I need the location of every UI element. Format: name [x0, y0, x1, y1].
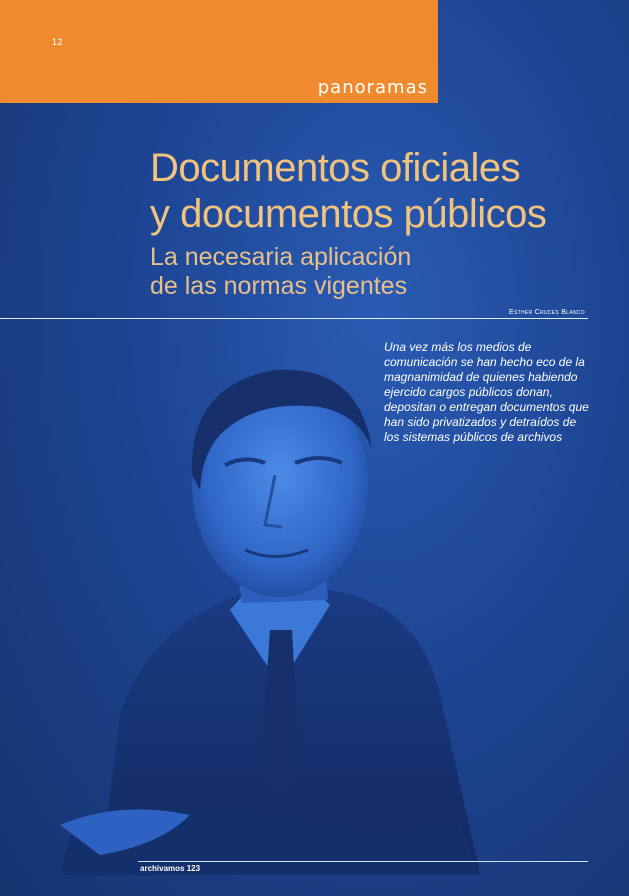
- subtitle-line-2: de las normas vigentes: [150, 272, 408, 300]
- footer-publication: archivamos 123: [140, 864, 201, 873]
- footer-divider: [138, 861, 588, 862]
- title-divider: [0, 318, 588, 319]
- header-band: [0, 0, 438, 103]
- subtitle-line-1: La necesaria aplicación: [150, 243, 412, 271]
- page-number: 12: [52, 37, 64, 47]
- article-subtitle: [150, 243, 550, 301]
- author-name: Esther Cruces Blanco: [509, 309, 585, 316]
- article-title: [150, 145, 610, 237]
- section-label: panoramas: [317, 77, 428, 98]
- title-line-2: y documentos públicos: [150, 192, 547, 236]
- lead-paragraph: Una vez más los medios de comunicación se han hecho eco de la magnanimidad de quienes habiendo ejercido cargos públicos donan, depositan o entregan documentos que han sido privatizados y detraídos de los sistemas públicos de archivos: [384, 340, 589, 444]
- title-line-1: Documentos oficiales: [150, 146, 521, 190]
